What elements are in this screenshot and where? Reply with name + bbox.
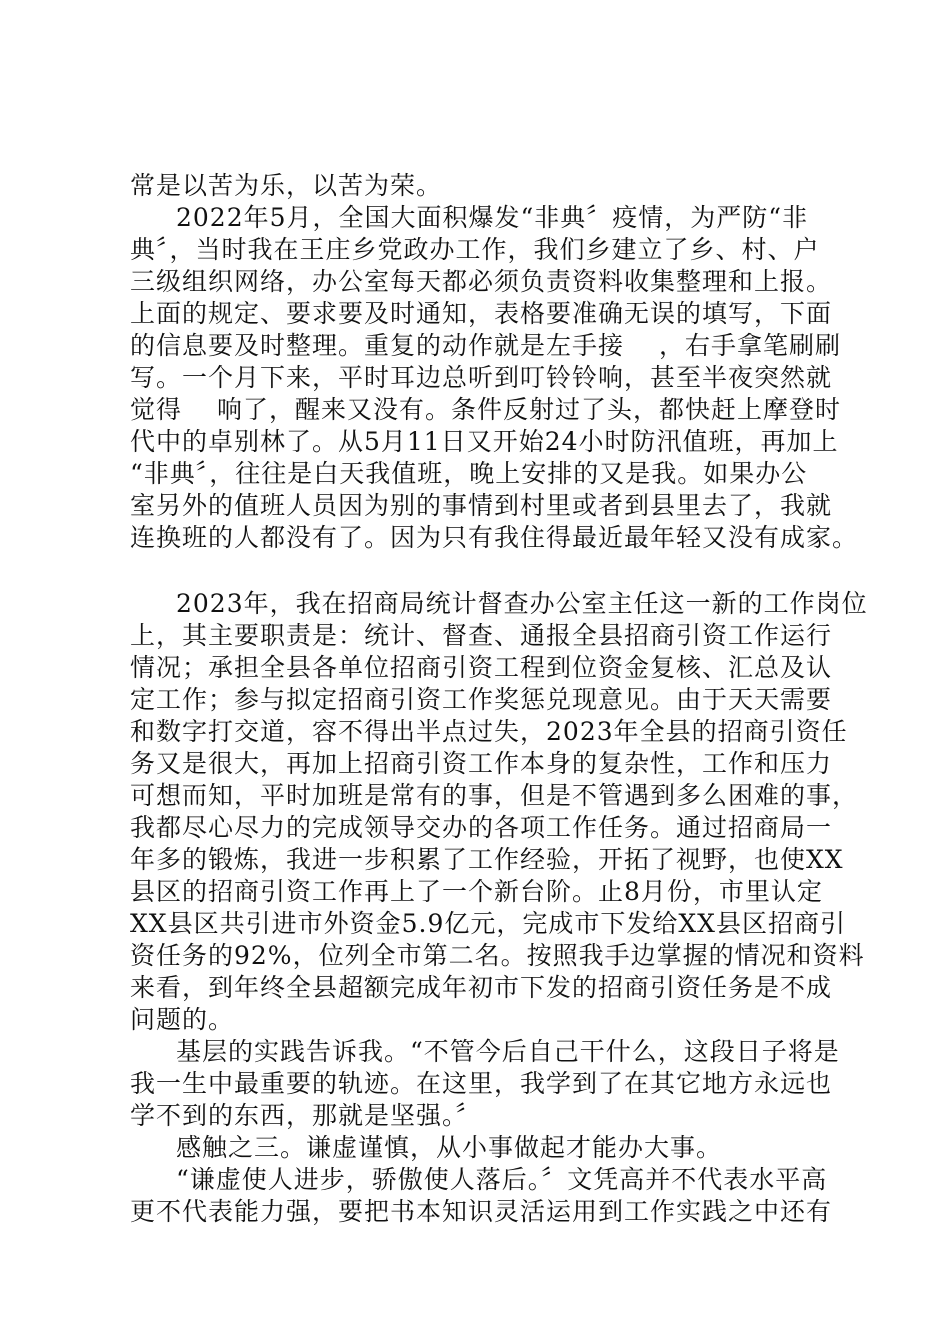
- text-line: 情况；承担全县各单位招商引资工程到位资金复核、汇总及认: [130, 653, 833, 682]
- text-line: 觉得 响了，醒来又没有。条件反射过了头，都快赶上摩登时: [130, 395, 841, 424]
- text-line: 县区的招商引资工作再上了一个新台阶。止8月份，市里认定: [130, 877, 823, 906]
- document-body: [130, 170, 868, 1228]
- text-line: 三级组织网络，办公室每天都必须负责资料收集整理和上报。: [130, 267, 833, 296]
- text-line: 连换班的人都没有了。因为只有我住得最近最年轻又没有成家。: [130, 523, 859, 552]
- text-line: 资任务的92%，位列全市第二名。按照我手边掌握的情况和资料: [130, 941, 865, 970]
- paragraph-start-line: 2022年5月，全国大面积爆发“非典〞疫情，为严防“非: [176, 203, 809, 232]
- paragraph-start-line: 基层的实践告诉我。“不管今后自己干什么，这段日子将是: [176, 1037, 840, 1066]
- text-line: 的信息要及时整理。重复的动作就是左手接 ，右手拿笔刷刷: [130, 331, 841, 360]
- text-line: 和数字打交道，容不得出半点过失，2023年全县的招商引资任: [130, 717, 848, 746]
- text-line: 学不到的东西，那就是坚强。〞: [130, 1101, 482, 1130]
- paragraph-gap: [130, 554, 850, 588]
- text-line: 年多的锻炼，我进一步积累了工作经验，开拓了视野，也使XX: [130, 845, 844, 874]
- text-line: 务又是很大，再加上招商引资工作本身的复杂性，工作和压力: [130, 749, 833, 778]
- text-line: 上面的规定、要求要及时通知，表格要准确无误的填写，下面: [130, 299, 833, 328]
- text-line: 问题的。: [130, 1005, 235, 1034]
- text-line: 定工作；参与拟定招商引资工作奖惩兑现意见。由于天天需要: [130, 685, 833, 714]
- text-line: 我都尽心尽力的完成领导交办的各项工作任务。通过招商局一: [130, 813, 833, 842]
- text-line: 室另外的值班人员因为别的事情到村里或者到县里去了，我就: [130, 491, 833, 520]
- section-heading-line: 感触之三。谦虚谨慎，从小事做起才能办大事。: [176, 1133, 723, 1162]
- text-line: 常是以苦为乐，以苦为荣。: [130, 171, 443, 200]
- text-line: 我一生中最重要的轨迹。在这里，我学到了在其它地方永远也: [130, 1069, 833, 1098]
- text-line: 代中的卓别林了。从5月11日又开始24小时防汛值班，再加上: [130, 427, 839, 456]
- text-line: 上，其主要职责是：统计、督查、通报全县招商引资工作运行: [130, 621, 833, 650]
- text-line: XX县区共引进市外资金5.9亿元，完成市下发给XX县区招商引: [130, 909, 846, 938]
- paragraph-start-line: “谦虚使人进步，骄傲使人落后。〞文凭高并不代表水平高: [176, 1165, 828, 1194]
- text-line: 写。一个月下来，平时耳边总听到叮铃铃响，甚至半夜突然就: [130, 363, 833, 392]
- text-line: 可想而知，平时加班是常有的事，但是不管遇到多么困难的事，: [130, 781, 859, 810]
- paragraph-start-line: 2023年，我在招商局统计督查办公室主任这一新的工作岗位: [176, 589, 868, 618]
- text-line: 典〞，当时我在王庄乡党政办工作，我们乡建立了乡、村、户: [130, 235, 820, 264]
- text-line: 来看，到年终全县超额完成年初市下发的招商引资任务是不成: [130, 973, 833, 1002]
- text-line: 更不代表能力强，要把书本知识灵活运用到工作实践之中还有: [130, 1197, 833, 1226]
- text-line: “非典〞，往往是白天我值班，晚上安排的又是我。如果办公: [130, 459, 808, 488]
